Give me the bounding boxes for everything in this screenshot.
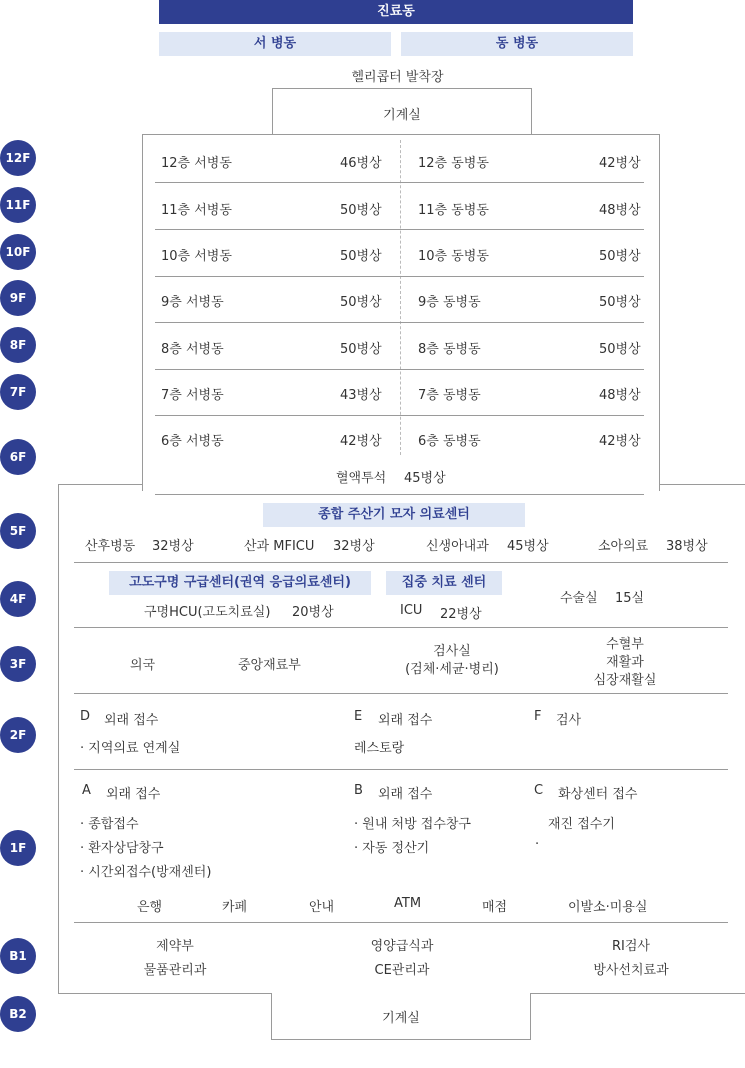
floor-badge-4f: 4F bbox=[0, 581, 36, 617]
ward-divider bbox=[400, 140, 401, 455]
b1-nutrition: 영양급식과 bbox=[370, 939, 434, 954]
c-item: · bbox=[535, 837, 540, 852]
floor-badge-9f: 9F bbox=[0, 280, 36, 316]
machine-room-bottom bbox=[271, 993, 531, 1040]
floor-badge-b1: B1 bbox=[0, 938, 36, 974]
main-building-header: 진료동 bbox=[159, 0, 633, 24]
f5-item-name: 산후병동 bbox=[85, 539, 136, 554]
or-count: 15실 bbox=[615, 591, 645, 606]
e-letter: E bbox=[354, 709, 363, 724]
icu-center: 집중 치료 센터 bbox=[386, 571, 502, 595]
floor-badge-3f: 3F bbox=[0, 646, 36, 682]
b-label: 외래 접수 bbox=[378, 787, 433, 802]
c-letter: C bbox=[534, 783, 544, 798]
f5-item-beds: 38병상 bbox=[666, 539, 708, 554]
floor-badge-b2: B2 bbox=[0, 996, 36, 1032]
shop-info: 안내 bbox=[309, 900, 335, 915]
f5-item-beds: 32병상 bbox=[333, 539, 375, 554]
a-item: · 종합접수 bbox=[80, 817, 139, 832]
f5-item-name: 소아의료 bbox=[598, 539, 649, 554]
floor-badge-1f: 1F bbox=[0, 830, 36, 866]
west-ward-beds: 50병상 bbox=[340, 342, 382, 357]
east-ward-beds: 42병상 bbox=[599, 434, 641, 449]
pharmacy-office: 의국 bbox=[130, 658, 156, 673]
shop-barber: 이발소·미용실 bbox=[568, 900, 648, 915]
west-ward: 7층 서병동 bbox=[161, 388, 224, 403]
a-item: · 시간외접수(방재센터) bbox=[80, 865, 212, 880]
west-ward-beds: 42병상 bbox=[340, 434, 382, 449]
dialysis-label: 혈액투석 bbox=[336, 471, 387, 486]
west-ward: 8층 서병동 bbox=[161, 342, 224, 357]
west-wing-header: 서 병동 bbox=[159, 32, 391, 56]
east-ward: 6층 동병동 bbox=[418, 434, 481, 449]
floor-badge-10f: 10F bbox=[0, 234, 36, 270]
west-ward: 12층 서병동 bbox=[161, 156, 232, 171]
machine-room-top bbox=[272, 88, 532, 136]
east-wing-header: 동 병동 bbox=[401, 32, 633, 56]
b1-ri: RI검사 bbox=[612, 939, 650, 954]
f5-item-beds: 45병상 bbox=[507, 539, 549, 554]
hcu-beds: 20병상 bbox=[292, 605, 334, 620]
lab-label: 검사실 bbox=[433, 644, 471, 659]
floor-badge-7f: 7F bbox=[0, 374, 36, 410]
f5-item-name: 산과 MFICU bbox=[244, 539, 315, 554]
d-letter: D bbox=[80, 709, 91, 724]
west-ward-beds: 46병상 bbox=[340, 156, 382, 171]
b-item: · 자동 정산기 bbox=[354, 841, 430, 856]
floor-badge-2f: 2F bbox=[0, 717, 36, 753]
icu-beds: 22병상 bbox=[440, 607, 482, 622]
c-label: 화상센터 접수 bbox=[558, 787, 638, 802]
shop-bank: 은행 bbox=[137, 900, 163, 915]
machine-room-bottom-label: 기계실 bbox=[382, 1011, 420, 1026]
b-letter: B bbox=[354, 783, 363, 798]
heliport-label: 헬리콥터 발착장 bbox=[351, 70, 444, 85]
emergency-center: 고도구명 구급센터(권역 응급의료센터) bbox=[109, 571, 371, 595]
east-ward: 7층 동병동 bbox=[418, 388, 481, 403]
d-label: 외래 접수 bbox=[104, 713, 159, 728]
east-ward: 11층 동병동 bbox=[418, 203, 489, 218]
west-ward: 9층 서병동 bbox=[161, 295, 224, 310]
floor-badge-5f: 5F bbox=[0, 513, 36, 549]
f5-item-name: 신생아내과 bbox=[426, 539, 489, 554]
east-ward-beds: 48병상 bbox=[599, 388, 641, 403]
a-letter: A bbox=[82, 783, 91, 798]
f-letter: F bbox=[534, 709, 542, 724]
west-ward-beds: 50병상 bbox=[340, 295, 382, 310]
west-ward: 10층 서병동 bbox=[161, 249, 232, 264]
a-label: 외래 접수 bbox=[106, 787, 161, 802]
b1-ce: CE관리과 bbox=[374, 963, 430, 978]
east-ward: 9층 동병동 bbox=[418, 295, 481, 310]
c-item: 재진 접수기 bbox=[548, 817, 615, 832]
shop-atm: ATM bbox=[394, 896, 422, 911]
b-item: · 원내 처방 접수창구 bbox=[354, 817, 471, 832]
east-ward: 8층 동병동 bbox=[418, 342, 481, 357]
or-label: 수술실 bbox=[560, 591, 598, 606]
dialysis-beds: 45병상 bbox=[404, 471, 446, 486]
b1-radiation: 방사선치료과 bbox=[593, 963, 669, 978]
floor-badge-6f: 6F bbox=[0, 439, 36, 475]
floor-badge-12f: 12F bbox=[0, 140, 36, 176]
a-item: · 환자상담창구 bbox=[80, 841, 164, 856]
f-label: 검사 bbox=[556, 713, 582, 728]
e-label: 외래 접수 bbox=[378, 713, 433, 728]
east-ward-beds: 50병상 bbox=[599, 295, 641, 310]
perinatal-center: 종합 주산기 모자 의료센터 bbox=[263, 503, 525, 527]
east-ward-beds: 48병상 bbox=[599, 203, 641, 218]
icu-label: ICU bbox=[400, 603, 423, 618]
restaurant: 레스토랑 bbox=[354, 741, 405, 756]
west-ward-beds: 50병상 bbox=[340, 249, 382, 264]
transfusion-dept: 수혈부 bbox=[606, 637, 644, 652]
floor-badge-8f: 8F bbox=[0, 327, 36, 363]
lab-sub: (검체·세균·병리) bbox=[405, 662, 499, 677]
cardiac-rehab: 심장재활실 bbox=[593, 673, 657, 688]
b1-pharmacy: 제약부 bbox=[156, 939, 194, 954]
east-ward-beds: 50병상 bbox=[599, 249, 641, 264]
central-supply: 중앙재료부 bbox=[238, 658, 301, 673]
region-liaison: · 지역의료 연계실 bbox=[80, 741, 181, 756]
f5-item-beds: 32병상 bbox=[152, 539, 194, 554]
rehab-dept: 재활과 bbox=[606, 655, 644, 670]
machine-room-top-label: 기계실 bbox=[383, 108, 421, 123]
west-ward-beds: 43병상 bbox=[340, 388, 382, 403]
east-ward-beds: 42병상 bbox=[599, 156, 641, 171]
shop-cafe: 카페 bbox=[222, 900, 248, 915]
east-ward: 12층 동병동 bbox=[418, 156, 489, 171]
west-ward: 11층 서병동 bbox=[161, 203, 232, 218]
shop-store: 매점 bbox=[482, 900, 508, 915]
east-ward-beds: 50병상 bbox=[599, 342, 641, 357]
floor-badge-11f: 11F bbox=[0, 187, 36, 223]
hcu-label: 구명HCU(고도치료실) bbox=[144, 605, 271, 620]
b1-supply: 물품관리과 bbox=[143, 963, 207, 978]
west-ward: 6층 서병동 bbox=[161, 434, 224, 449]
west-ward-beds: 50병상 bbox=[340, 203, 382, 218]
east-ward: 10층 동병동 bbox=[418, 249, 489, 264]
